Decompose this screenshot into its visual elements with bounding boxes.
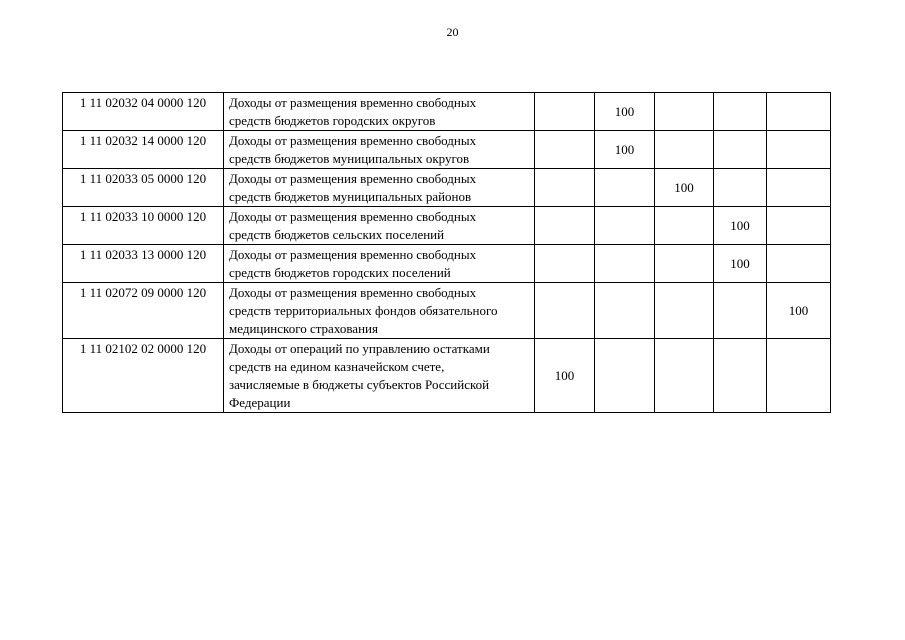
description-line: Доходы от размещения временно свободных xyxy=(229,285,477,300)
value-cell xyxy=(714,169,767,207)
value-cell: 100 xyxy=(655,169,714,207)
description-cell xyxy=(224,283,535,339)
value-cell xyxy=(767,93,831,131)
description-line: средств бюджетов сельских поселений xyxy=(229,227,445,242)
value-cell xyxy=(767,131,831,169)
value-cell: 100 xyxy=(714,207,767,245)
value-cell xyxy=(535,169,595,207)
budget-code-cell: 1 11 02032 14 0000 120 xyxy=(63,131,224,169)
description-line: Доходы от размещения временно свободных xyxy=(229,95,477,110)
description-cell xyxy=(224,207,535,245)
value-cell: 100 xyxy=(595,131,655,169)
value-cell xyxy=(655,339,714,413)
table-row xyxy=(63,245,831,283)
budget-code-cell: 1 11 02032 04 0000 120 xyxy=(63,93,224,131)
value-cell xyxy=(595,207,655,245)
description-line: Доходы от размещения временно свободных xyxy=(229,209,477,224)
value-cell xyxy=(595,339,655,413)
value-cell: 100 xyxy=(767,283,831,339)
description-cell xyxy=(224,339,535,413)
value-cell: 100 xyxy=(714,245,767,283)
description-cell xyxy=(224,131,535,169)
budget-code-cell: 1 11 02033 13 0000 120 xyxy=(63,245,224,283)
description-line: Доходы от размещения временно свободных xyxy=(229,247,477,262)
value-cell xyxy=(655,245,714,283)
value-cell: 100 xyxy=(535,339,595,413)
value-cell xyxy=(655,207,714,245)
value-cell xyxy=(767,339,831,413)
budget-code-cell: 1 11 02033 05 0000 120 xyxy=(63,169,224,207)
table-row xyxy=(63,93,831,131)
value-cell xyxy=(714,93,767,131)
value-cell xyxy=(714,131,767,169)
table-row xyxy=(63,207,831,245)
value-cell xyxy=(535,207,595,245)
description-cell xyxy=(224,245,535,283)
value-cell xyxy=(655,131,714,169)
value-cell xyxy=(767,169,831,207)
description-cell xyxy=(224,93,535,131)
description-line: Доходы от размещения временно свободных xyxy=(229,171,477,186)
budget-code-cell: 1 11 02033 10 0000 120 xyxy=(63,207,224,245)
description-line: Доходы от размещения временно свободных xyxy=(229,133,477,148)
value-cell xyxy=(655,283,714,339)
description-cell xyxy=(224,169,535,207)
description-line: средств бюджетов городских поселений xyxy=(229,265,451,280)
table-row xyxy=(63,131,831,169)
description-line: средств бюджетов муниципальных округов xyxy=(229,151,470,166)
value-cell xyxy=(595,283,655,339)
value-cell xyxy=(714,339,767,413)
description-line: Доходы от операций по управлению остатками xyxy=(229,341,490,356)
value-cell xyxy=(535,93,595,131)
description-line: средств бюджетов городских округов xyxy=(229,113,436,128)
value-cell: 100 xyxy=(595,93,655,131)
table-row xyxy=(63,339,831,413)
value-cell xyxy=(535,283,595,339)
description-line: средств на едином казначейском счете, xyxy=(229,359,445,374)
table-row xyxy=(63,169,831,207)
value-cell xyxy=(714,283,767,339)
value-cell xyxy=(767,245,831,283)
table-row xyxy=(63,283,831,339)
page-number: 20 xyxy=(446,25,459,39)
description-line: Федерации xyxy=(229,395,291,410)
description-line: медицинского страхования xyxy=(229,321,378,336)
value-cell xyxy=(535,245,595,283)
value-cell xyxy=(767,207,831,245)
budget-code-cell: 1 11 02072 09 0000 120 xyxy=(63,283,224,339)
value-cell xyxy=(655,93,714,131)
description-line: средств бюджетов муниципальных районов xyxy=(229,189,472,204)
value-cell xyxy=(595,169,655,207)
description-line: зачисляемые в бюджеты субъектов Российской xyxy=(229,377,490,392)
budget-codes-table xyxy=(62,92,831,413)
value-cell xyxy=(595,245,655,283)
value-cell xyxy=(535,131,595,169)
budget-code-cell: 1 11 02102 02 0000 120 xyxy=(63,339,224,413)
description-line: средств территориальных фондов обязательного xyxy=(229,303,498,318)
